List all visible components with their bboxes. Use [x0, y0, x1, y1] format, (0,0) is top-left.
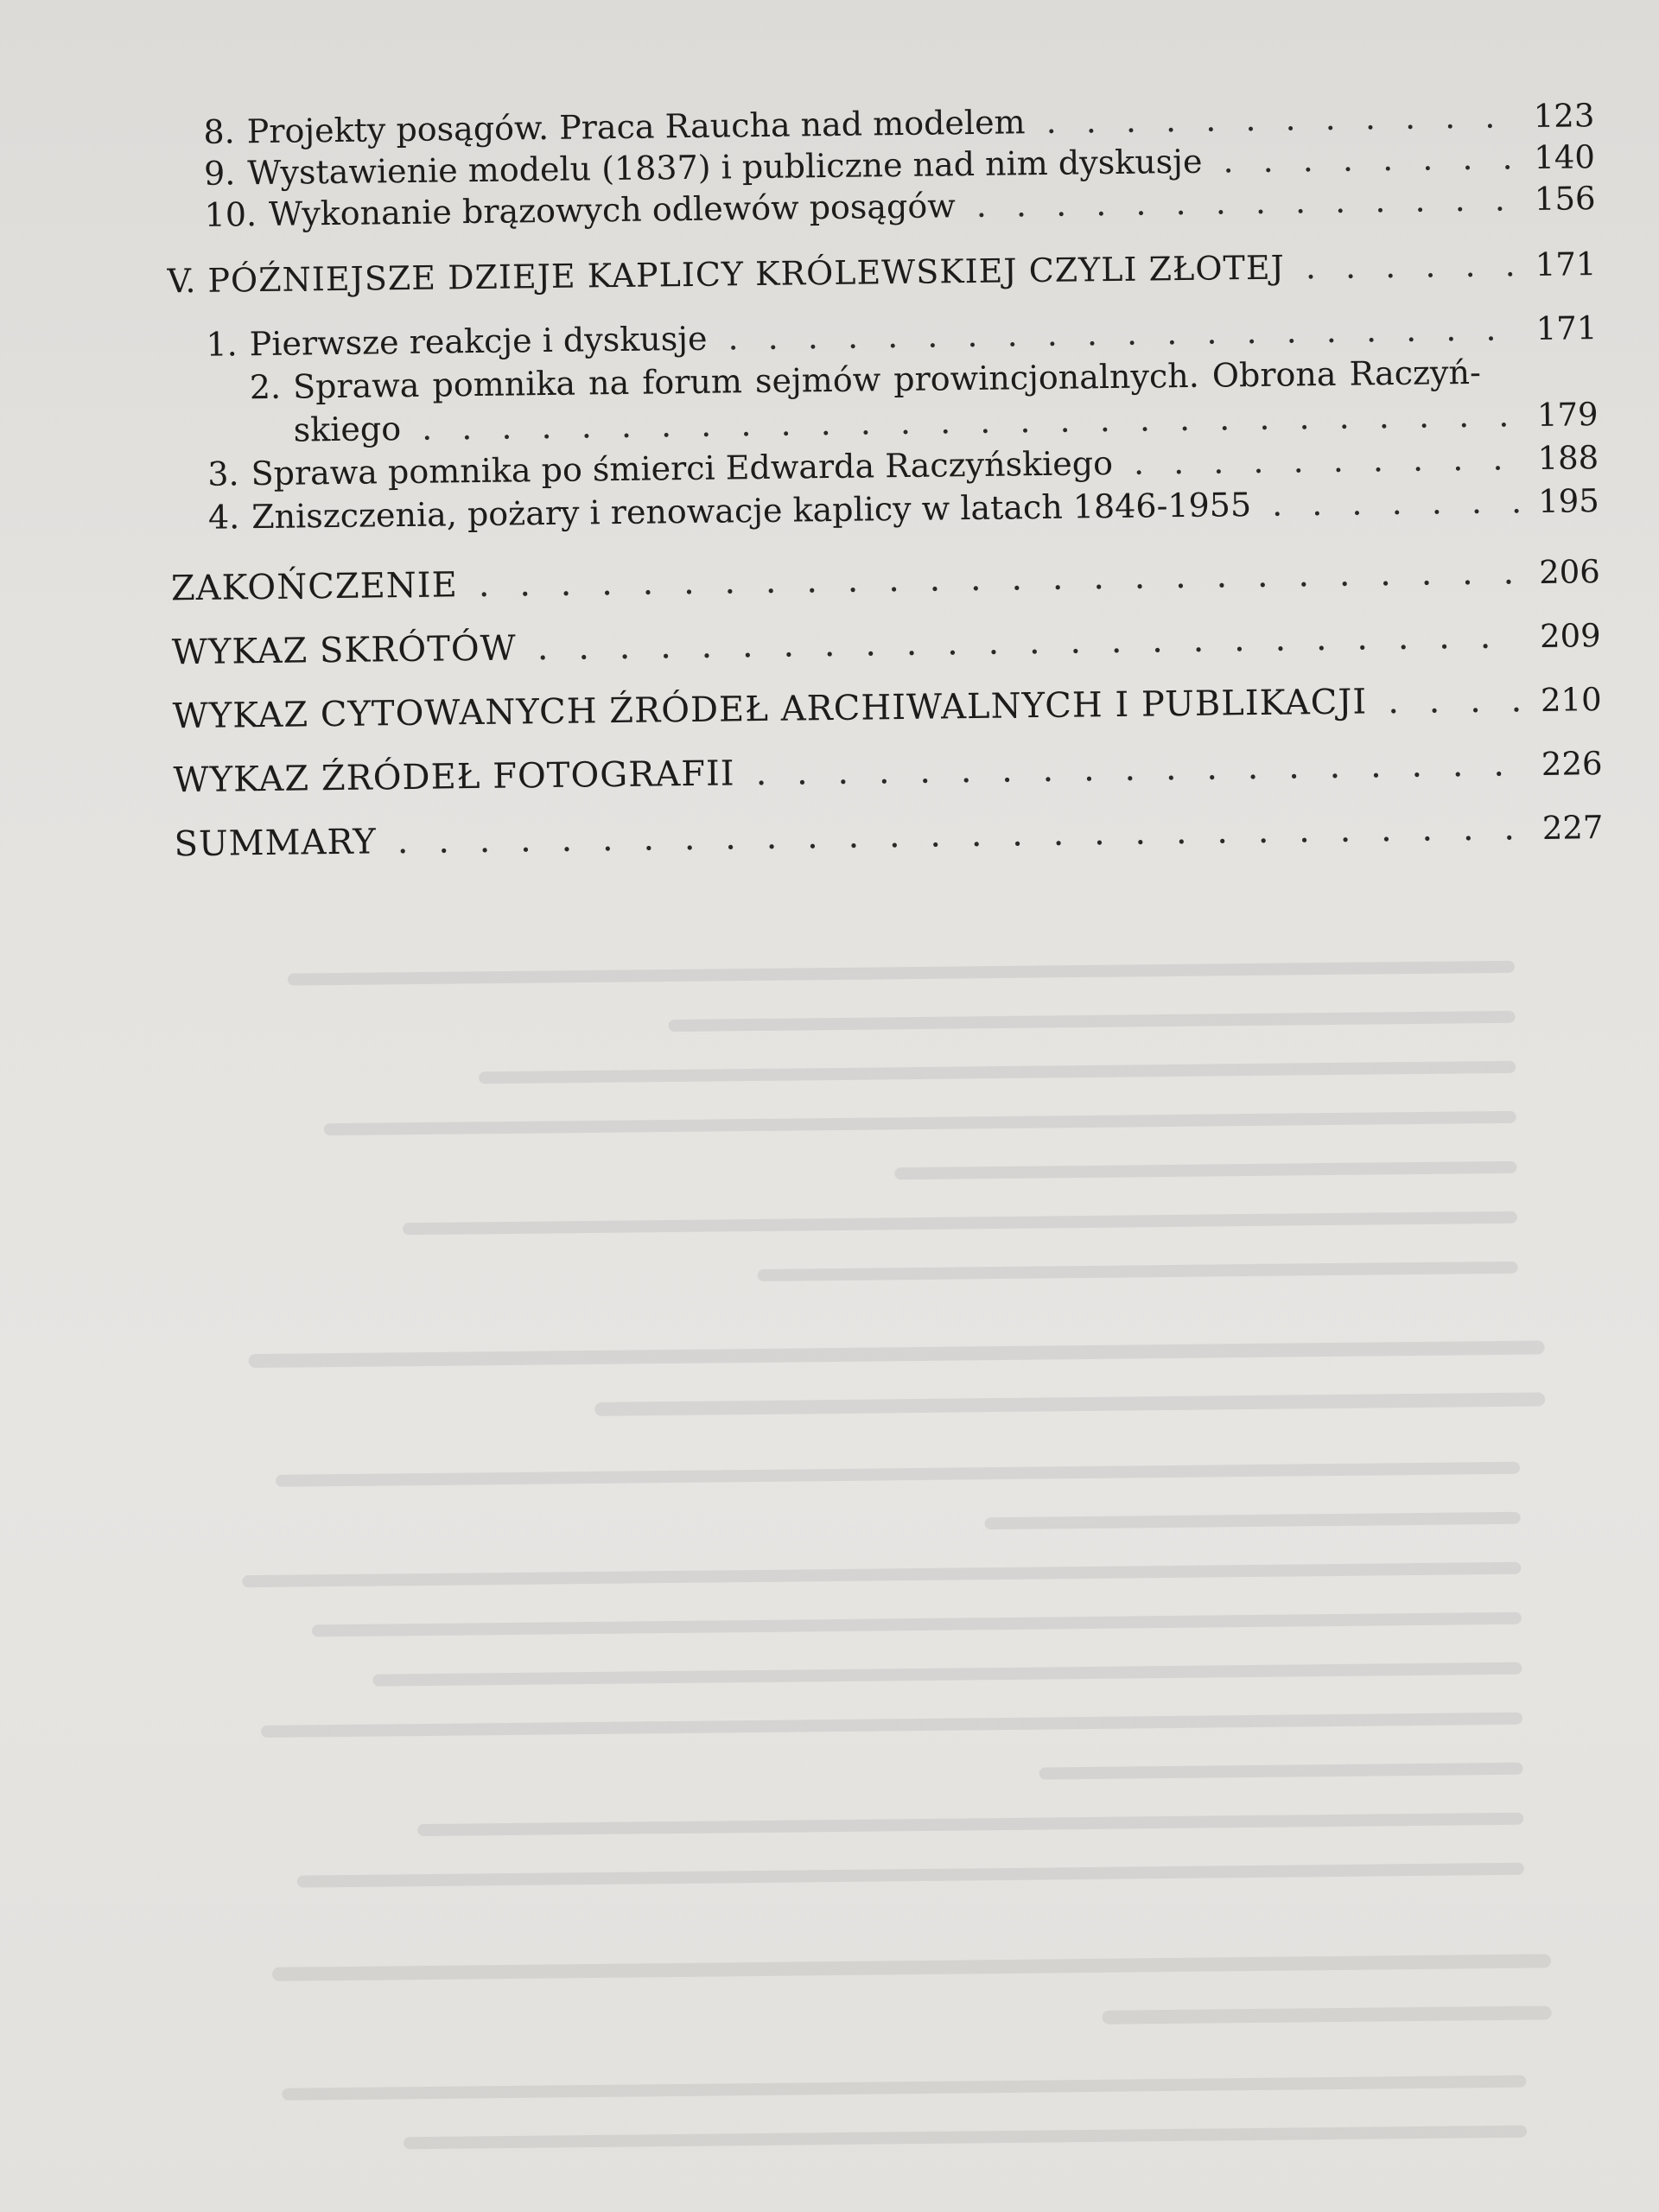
entry-number: 10.	[204, 195, 257, 234]
toc-section	[173, 742, 1602, 802]
entry-number: 3.	[207, 454, 239, 493]
leader-dots	[1388, 679, 1522, 722]
section-title: ZAKOŃCZENIE	[170, 565, 459, 609]
entry-number: 4.	[207, 498, 240, 537]
entry-page-number: 226	[1541, 745, 1603, 783]
section-title: WYKAZ CYTOWANYCH ŹRÓDEŁ ARCHIWALNYCH I PUBLIKACJI	[172, 682, 1368, 737]
entry-title: Sprawa pomnika po śmierci Edwarda Raczyńskiego	[251, 443, 1114, 493]
bleed-through-texture	[97, 908, 1579, 2202]
section-title: SUMMARY	[174, 822, 378, 865]
toc-section	[172, 678, 1601, 738]
section-title: WYKAZ SKRÓTÓW	[171, 628, 518, 673]
table-of-contents	[0, 0, 1659, 892]
toc-section	[174, 806, 1603, 866]
leader-dots	[728, 308, 1517, 359]
entry-page-number: 195	[1537, 482, 1600, 520]
toc-section	[171, 550, 1600, 610]
leader-dots	[755, 743, 1523, 794]
entry-page-number: 179	[1536, 396, 1599, 434]
entry-page-number: 171	[1535, 245, 1597, 284]
entry-page-number: 227	[1541, 809, 1604, 847]
entry-title: Zniszczenia, pożary i renowacje kaplicy w latach 1846-1955	[251, 486, 1252, 537]
entry-page-number: 156	[1534, 180, 1596, 219]
toc-chapter	[167, 243, 1596, 302]
leader-dots	[976, 178, 1516, 226]
entry-title: Projekty posągów. Praca Raucha nad modelem	[246, 103, 1026, 151]
toc-section	[172, 614, 1601, 674]
entry-number: 8.	[203, 112, 235, 151]
entry-page-number: 209	[1539, 617, 1601, 655]
leader-dots	[1306, 244, 1517, 288]
entry-title-continuation: skiego	[293, 410, 402, 449]
entry-page-number: 123	[1533, 97, 1595, 136]
leader-dots	[1134, 437, 1520, 483]
chapter-title: PÓŹNIEJSZE DZIEJE KAPLICY KRÓLEWSKIEJ CZYLI ZŁOTEJ	[207, 248, 1286, 300]
entry-title: Wystawienie modelu (1837) i publiczne nad nim dyskusje	[247, 142, 1203, 193]
entry-title: Sprawa pomnika na forum sejmów prowincjonalnych. Obrona Raczyń-	[292, 353, 1482, 406]
leader-dots	[397, 807, 1523, 862]
entry-page-number: 140	[1534, 138, 1596, 177]
section-title: WYKAZ ŹRÓDEŁ FOTOGRAFII	[173, 753, 735, 801]
leader-dots	[1272, 480, 1520, 524]
entry-number: 2.	[249, 367, 282, 407]
chapter-number: V.	[167, 261, 196, 301]
entry-title: Wykonanie brązowych odlewów posągów	[268, 187, 957, 233]
leader-dots	[1046, 95, 1515, 143]
entry-page-number: 210	[1540, 681, 1602, 719]
leader-dots	[1223, 137, 1516, 181]
entry-page-number: 171	[1535, 309, 1598, 347]
entry-title: Pierwsze reakcje i dyskusje	[249, 319, 708, 364]
entry-page-number: 188	[1537, 439, 1599, 477]
bleed-through-lines	[97, 908, 1579, 2202]
leader-dots	[537, 615, 1522, 669]
entry-number: 1.	[206, 325, 238, 364]
leader-dots	[478, 551, 1521, 606]
entry-number: 9.	[203, 154, 236, 193]
entry-page-number: 206	[1538, 553, 1601, 591]
